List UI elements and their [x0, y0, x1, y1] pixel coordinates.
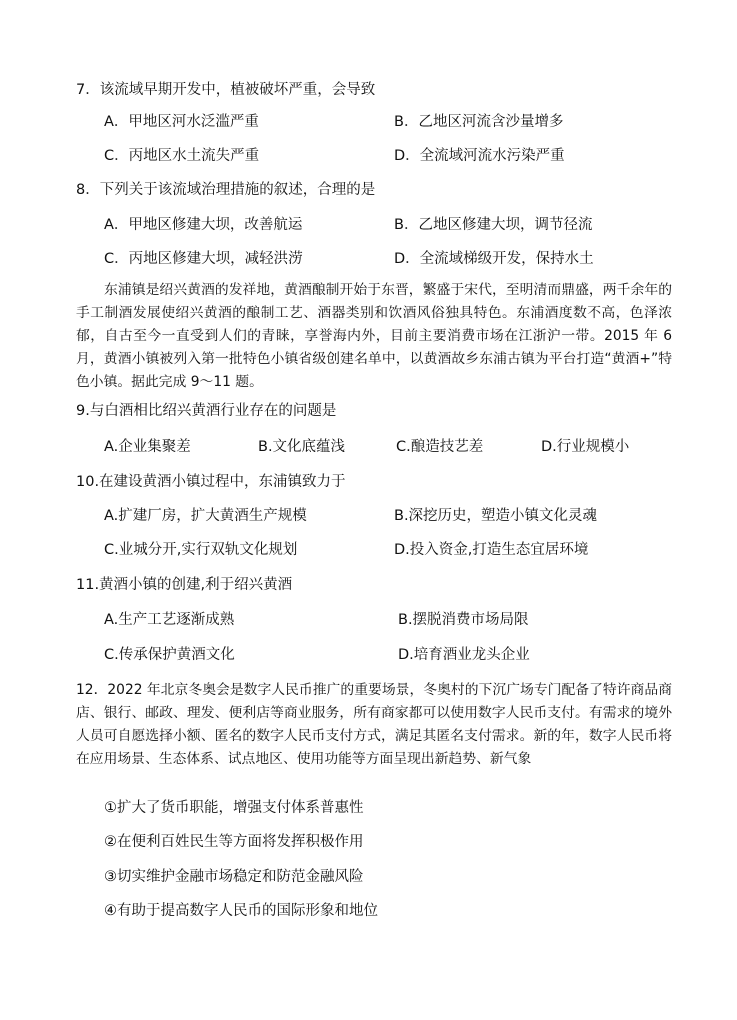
q8-option-c: C．丙地区修建大坝，减轻洪涝	[104, 251, 303, 267]
q12-statement-4: ④有助于提高数字人民币的国际形象和地位	[104, 903, 378, 919]
q9-option-a: A.企业集聚差	[104, 439, 191, 455]
q11-option-a: A.生产工艺逐渐成熟	[104, 612, 235, 628]
q7-option-d: D．全流域河流水污染严重	[394, 148, 565, 164]
q10-option-b: B.深挖历史，塑造小镇文化灵魂	[394, 508, 598, 524]
q8-stem: 8．下列关于该流域治理措施的叙述，合理的是	[76, 182, 376, 198]
q10-stem: 10.在建设黄酒小镇过程中，东浦镇致力于	[76, 474, 346, 490]
q8-option-a: A．甲地区修建大坝，改善航运	[104, 217, 303, 233]
q11-option-b: B.摆脱消费市场局限	[398, 612, 529, 628]
q12-statement-3: ③切实维护金融市场稳定和防范金融风险	[104, 869, 364, 885]
q9-option-b: B.文化底蕴浅	[258, 439, 346, 455]
q10-option-c: C.业城分开,实行双轨文化规划	[104, 542, 298, 558]
q9-option-c: C.酿造技艺差	[396, 439, 484, 455]
q12-statement-2: ②在便利百姓民生等方面将发挥积极作用	[104, 834, 364, 850]
q9-stem: 9.与白酒相比绍兴黄酒行业存在的问题是	[76, 403, 337, 419]
reading-passage: 东浦镇是绍兴黄酒的发祥地，黄酒酿制开始于东晋，繁盛于宋代，至明清而鼎盛，两千余年的手工制酒发展使绍兴黄酒的酿制工艺、酒器类别和饮酒风俗独具特色。东浦酒度数不高，色泽浓郁，自古至今一直受到人们的青睐，享誉海内外，目前主要消费市场在江浙沪一带。2015 年 6 月，黄酒小镇被列入第一批特色小镇省级创建名单中，以黄酒故乡东浦古镇为平台打造“黄酒+”特色小镇。据此完成 9～11 题。	[76, 282, 672, 390]
q7-stem: 7．该流域早期开发中，植被破坏严重，会导致	[76, 82, 376, 98]
q11-stem: 11.黄酒小镇的创建,利于绍兴黄酒	[76, 577, 293, 593]
q10-option-d: D.投入资金,打造生态宜居环境	[394, 542, 589, 558]
q12-stem: 12．2022 年北京冬奥会是数字人民币推广的重要场景，冬奥村的下沉广场专门配备了特许商品商店、银行、邮政、理发、便利店等商业服务，所有商家都可以使用数字人民币支付。有需求的境外人员可自愿选择小额、匿名的数字人民币支付方式，满足其匿名支付需求。新的年，数字人民币将在应用场景、生态体系、试点地区、使用功能等方面呈现出新趋势、新气象	[76, 682, 672, 767]
q7-option-c: C．丙地区水土流失严重	[104, 148, 260, 164]
q11-option-c: C.传承保护黄酒文化	[104, 647, 235, 663]
q10-option-a: A.扩建厂房，扩大黄酒生产规模	[104, 508, 307, 524]
q8-option-d: D．全流域梯级开发，保持水土	[394, 251, 594, 267]
q8-option-b: B．乙地区修建大坝，调节径流	[394, 217, 593, 233]
q9-option-d: D.行业规模小	[541, 439, 630, 455]
q11-option-d: D.培育酒业龙头企业	[398, 647, 530, 663]
q12-statement-1: ①扩大了货币职能，增强支付体系普惠性	[104, 800, 364, 816]
q7-option-a: A．甲地区河水泛滥严重	[104, 114, 259, 130]
q7-option-b: B．乙地区河流含沙量增多	[394, 114, 564, 130]
